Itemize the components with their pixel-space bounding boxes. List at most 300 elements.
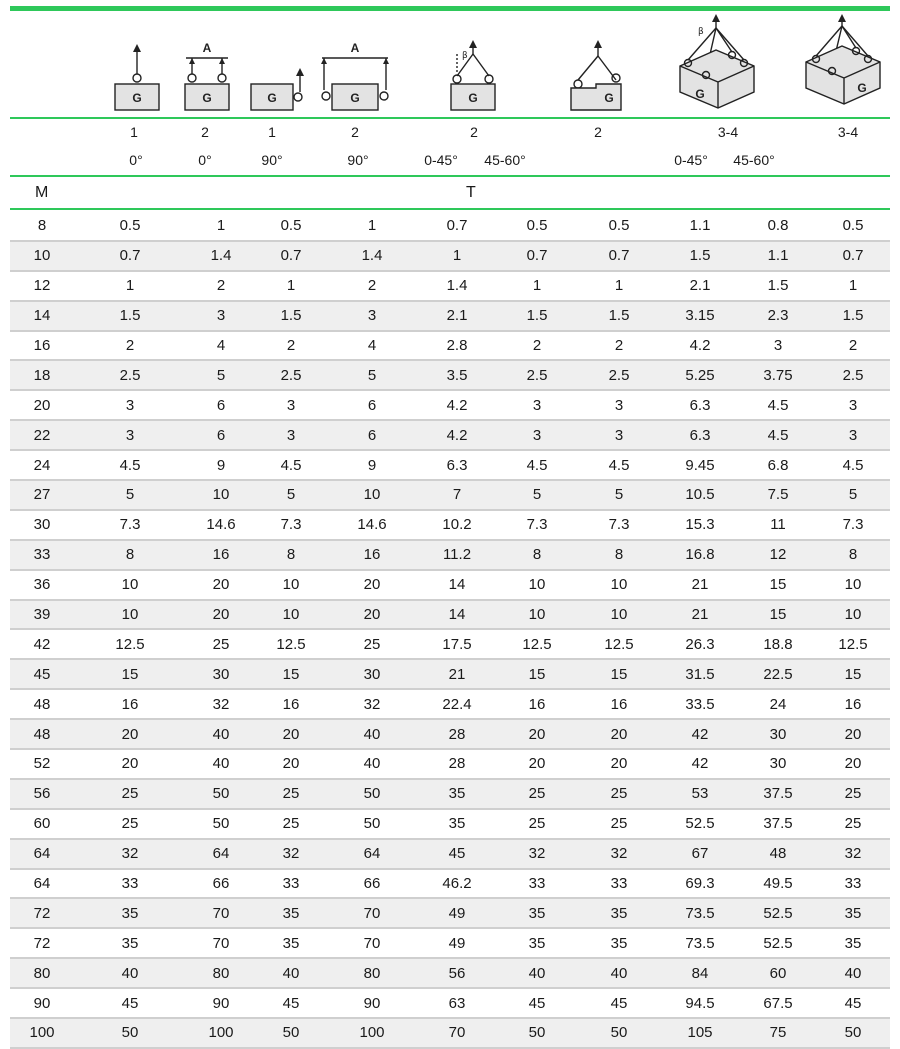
- load-cell: 35: [74, 928, 186, 958]
- double-vertical-lift-diagram: [180, 14, 234, 114]
- load-cell: 73.5: [660, 898, 740, 928]
- load-cell: 80: [186, 958, 256, 988]
- load-cell: 4.5: [74, 450, 186, 480]
- size-cell: 27: [10, 480, 74, 510]
- load-cell: 35: [578, 928, 660, 958]
- size-unit-label: M: [35, 184, 49, 201]
- load-cell: 20: [256, 749, 326, 779]
- load-cell: 5: [326, 360, 418, 390]
- load-cell: 15: [740, 600, 816, 630]
- load-cell: 8: [496, 540, 578, 570]
- load-cell: 10: [816, 600, 890, 630]
- table-row: [10, 420, 890, 450]
- load-cell: 10: [578, 600, 660, 630]
- g-label: G: [267, 91, 277, 105]
- load-cell: 100: [186, 1018, 256, 1048]
- single-side-lift-diagram: [248, 14, 306, 114]
- load-cell: 0.8: [740, 212, 816, 241]
- load-cell: 10: [256, 600, 326, 630]
- load-cell: 0.5: [256, 212, 326, 241]
- load-cell: 25: [496, 809, 578, 839]
- angle-label: 90°: [261, 152, 283, 168]
- load-cell: 6: [186, 390, 256, 420]
- load-cell: 1.5: [740, 271, 816, 301]
- table-row: [10, 779, 890, 809]
- load-cell: 49: [418, 898, 496, 928]
- size-cell: 100: [10, 1018, 74, 1048]
- load-cell: 35: [496, 928, 578, 958]
- top-accent-bar: [10, 6, 890, 11]
- load-cell: 6.3: [418, 450, 496, 480]
- load-cell: 73.5: [660, 928, 740, 958]
- legs-header-row: [0, 118, 900, 146]
- load-cell: 25: [816, 779, 890, 809]
- load-cell: 45: [74, 988, 186, 1018]
- size-cell: 39: [10, 600, 74, 630]
- load-cell: 1.4: [186, 241, 256, 271]
- table-row: [10, 809, 890, 839]
- load-cell: 52.5: [740, 928, 816, 958]
- size-cell: 48: [10, 719, 74, 749]
- load-cell: 67: [660, 839, 740, 869]
- load-cell: 25: [186, 629, 256, 659]
- four-leg-box-lift-diagram-angled: [672, 14, 760, 114]
- load-cell: 64: [326, 839, 418, 869]
- table-row: [10, 301, 890, 331]
- load-cell: 28: [418, 719, 496, 749]
- load-cell: 10.2: [418, 510, 496, 540]
- angle-label: 0°: [198, 152, 212, 168]
- table-row: [10, 510, 890, 540]
- load-cell: 5: [816, 480, 890, 510]
- load-cell: 32: [578, 839, 660, 869]
- table-row: [10, 898, 890, 928]
- size-cell: 16: [10, 331, 74, 361]
- two-leg-stepped-lift-diagram: [568, 14, 626, 114]
- load-cell: 6.3: [660, 390, 740, 420]
- load-cell: 3.5: [418, 360, 496, 390]
- angle-label: 45-60°: [484, 152, 526, 168]
- load-cell: 10: [326, 480, 418, 510]
- load-cell: 50: [256, 1018, 326, 1048]
- load-cell: 2.1: [418, 301, 496, 331]
- load-cell: 10.5: [660, 480, 740, 510]
- load-cell: 100: [326, 1018, 418, 1048]
- load-cell: 17.5: [418, 629, 496, 659]
- load-cell: 6: [326, 420, 418, 450]
- g-label: G: [468, 91, 478, 105]
- load-cell: 37.5: [740, 779, 816, 809]
- load-cell: 20: [186, 600, 256, 630]
- load-cell: 1: [418, 241, 496, 271]
- load-cell: 70: [326, 928, 418, 958]
- load-cell: 33: [256, 869, 326, 899]
- load-cell: 25: [578, 809, 660, 839]
- angle-label: 45-60°: [733, 152, 775, 168]
- load-cell: 14: [418, 600, 496, 630]
- size-cell: 45: [10, 659, 74, 689]
- g-label: G: [202, 91, 212, 105]
- legs-label: 2: [470, 124, 478, 140]
- load-cell: 40: [578, 958, 660, 988]
- size-cell: 33: [10, 540, 74, 570]
- load-cell: 35: [816, 898, 890, 928]
- size-cell: 90: [10, 988, 74, 1018]
- load-cell: 26.3: [660, 629, 740, 659]
- load-cell: 10: [74, 570, 186, 600]
- load-cell: 2: [816, 331, 890, 361]
- table-row: [10, 241, 890, 271]
- load-cell: 33: [74, 869, 186, 899]
- load-cell: 60: [740, 958, 816, 988]
- load-cell: 2.3: [740, 301, 816, 331]
- load-cell: 31.5: [660, 659, 740, 689]
- load-cell: 5: [186, 360, 256, 390]
- load-cell: 1: [496, 271, 578, 301]
- load-cell: 16: [578, 689, 660, 719]
- load-cell: 2.5: [816, 360, 890, 390]
- load-cell: 15.3: [660, 510, 740, 540]
- load-cell: 7.3: [496, 510, 578, 540]
- load-cell: 32: [186, 689, 256, 719]
- load-cell: 70: [418, 1018, 496, 1048]
- load-cell: 3.75: [740, 360, 816, 390]
- table-row: [10, 749, 890, 779]
- size-cell: 18: [10, 360, 74, 390]
- load-cell: 0.7: [418, 212, 496, 241]
- load-cell: 16: [74, 689, 186, 719]
- load-cell: 4.5: [740, 420, 816, 450]
- load-cell: 16.8: [660, 540, 740, 570]
- table-row: [10, 1018, 890, 1048]
- load-cell: 25: [496, 779, 578, 809]
- load-cell: 21: [660, 600, 740, 630]
- load-cell: 10: [256, 570, 326, 600]
- legs-label: 3-4: [717, 124, 739, 140]
- load-cell: 9: [186, 450, 256, 480]
- load-cell: 37.5: [740, 809, 816, 839]
- size-cell: 64: [10, 839, 74, 869]
- load-cell: 20: [816, 719, 890, 749]
- lifting-diagrams: [0, 14, 900, 114]
- table-row: [10, 390, 890, 420]
- load-cell: 3: [578, 390, 660, 420]
- load-cell: 15: [74, 659, 186, 689]
- load-cell: 35: [418, 809, 496, 839]
- load-cell: 25: [74, 809, 186, 839]
- load-cell: 3: [74, 390, 186, 420]
- size-cell: 42: [10, 629, 74, 659]
- load-cell: 0.5: [578, 212, 660, 241]
- load-cell: 25: [74, 779, 186, 809]
- load-cell: 7.3: [816, 510, 890, 540]
- load-cell: 33: [496, 869, 578, 899]
- load-cell: 3: [578, 420, 660, 450]
- load-cell: 1.1: [740, 241, 816, 271]
- load-cell: 11.2: [418, 540, 496, 570]
- load-cell: 6: [326, 390, 418, 420]
- load-cell: 0.7: [496, 241, 578, 271]
- load-cell: 4.5: [496, 450, 578, 480]
- g-label: G: [695, 87, 705, 101]
- load-cell: 2.5: [496, 360, 578, 390]
- size-cell: 52: [10, 749, 74, 779]
- load-cell: 80: [326, 958, 418, 988]
- load-cell: 3: [326, 301, 418, 331]
- angle-label: 0-45°: [674, 152, 708, 168]
- load-cell: 35: [496, 898, 578, 928]
- load-capacity-table: [10, 212, 890, 1049]
- load-cell: 49.5: [740, 869, 816, 899]
- load-cell: 10: [496, 600, 578, 630]
- load-cell: 6.3: [660, 420, 740, 450]
- load-cell: 50: [496, 1018, 578, 1048]
- load-cell: 3: [256, 420, 326, 450]
- load-cell: 25: [326, 629, 418, 659]
- load-cell: 33: [816, 869, 890, 899]
- load-cell: 1: [326, 212, 418, 241]
- unit-header-row: [0, 178, 900, 208]
- load-cell: 2.5: [256, 360, 326, 390]
- load-cell: 3: [186, 301, 256, 331]
- load-cell: 53: [660, 779, 740, 809]
- load-cell: 49: [418, 928, 496, 958]
- load-cell: 69.3: [660, 869, 740, 899]
- legs-label: 2: [201, 124, 209, 140]
- load-cell: 3: [816, 390, 890, 420]
- load-cell: 3: [74, 420, 186, 450]
- load-cell: 35: [256, 928, 326, 958]
- load-cell: 4.2: [660, 331, 740, 361]
- load-cell: 0.5: [74, 212, 186, 241]
- load-cell: 7.3: [578, 510, 660, 540]
- size-cell: 20: [10, 390, 74, 420]
- load-cell: 50: [326, 779, 418, 809]
- load-cell: 2: [256, 331, 326, 361]
- load-cell: 48: [740, 839, 816, 869]
- table-row: [10, 689, 890, 719]
- load-cell: 90: [326, 988, 418, 1018]
- table-row: [10, 869, 890, 899]
- load-cell: 35: [74, 898, 186, 928]
- size-cell: 72: [10, 898, 74, 928]
- angle-label: 0-45°: [424, 152, 458, 168]
- size-cell: 24: [10, 450, 74, 480]
- load-cell: 7.3: [74, 510, 186, 540]
- table-row: [10, 928, 890, 958]
- legs-label: 2: [594, 124, 602, 140]
- table-row: [10, 480, 890, 510]
- load-cell: 1: [256, 271, 326, 301]
- load-cell: 16: [256, 689, 326, 719]
- load-cell: 33: [578, 869, 660, 899]
- load-cell: 4: [186, 331, 256, 361]
- table-row: [10, 958, 890, 988]
- load-cell: 2.5: [578, 360, 660, 390]
- load-cell: 35: [816, 928, 890, 958]
- load-cell: 30: [326, 659, 418, 689]
- load-cell: 70: [186, 928, 256, 958]
- double-side-lift-diagram: [318, 14, 392, 114]
- load-cell: 4.5: [740, 390, 816, 420]
- table-row: [10, 659, 890, 689]
- load-cell: 3: [256, 390, 326, 420]
- legs-label: 3-4: [837, 124, 859, 140]
- legs-label: 1: [268, 124, 276, 140]
- load-cell: 3: [816, 420, 890, 450]
- load-cell: 2: [74, 331, 186, 361]
- size-cell: 80: [10, 958, 74, 988]
- size-cell: 56: [10, 779, 74, 809]
- load-cell: 25: [256, 809, 326, 839]
- load-cell: 15: [578, 659, 660, 689]
- table-row: [10, 212, 890, 241]
- g-label: G: [132, 91, 142, 105]
- load-cell: 5: [74, 480, 186, 510]
- table-row: [10, 988, 890, 1018]
- header-divider: [10, 208, 890, 210]
- size-cell: 64: [10, 869, 74, 899]
- load-cell: 12.5: [74, 629, 186, 659]
- load-cell: 1: [578, 271, 660, 301]
- load-cell: 8: [74, 540, 186, 570]
- load-cell: 46.2: [418, 869, 496, 899]
- load-cell: 15: [740, 570, 816, 600]
- load-cell: 22.5: [740, 659, 816, 689]
- load-cell: 35: [418, 779, 496, 809]
- load-cell: 4.5: [578, 450, 660, 480]
- load-cell: 40: [326, 749, 418, 779]
- load-cell: 1.4: [418, 271, 496, 301]
- load-cell: 15: [496, 659, 578, 689]
- load-cell: 32: [816, 839, 890, 869]
- size-cell: 60: [10, 809, 74, 839]
- load-cell: 32: [326, 689, 418, 719]
- load-cell: 1.5: [816, 301, 890, 331]
- load-cell: 21: [418, 659, 496, 689]
- load-cell: 2: [496, 331, 578, 361]
- load-cell: 3: [496, 420, 578, 450]
- load-cell: 2.1: [660, 271, 740, 301]
- load-cell: 1.1: [660, 212, 740, 241]
- table-row: [10, 839, 890, 869]
- load-cell: 16: [496, 689, 578, 719]
- load-cell: 6.8: [740, 450, 816, 480]
- load-cell: 84: [660, 958, 740, 988]
- size-cell: 48: [10, 689, 74, 719]
- a-label: A: [350, 41, 360, 55]
- load-cell: 0.7: [256, 241, 326, 271]
- size-cell: 22: [10, 420, 74, 450]
- load-cell: 10: [816, 570, 890, 600]
- g-label: G: [857, 81, 867, 95]
- g-label: G: [350, 91, 360, 105]
- angle-header-row: [0, 146, 900, 174]
- load-cell: 4.5: [816, 450, 890, 480]
- load-cell: 4.2: [418, 420, 496, 450]
- load-cell: 16: [326, 540, 418, 570]
- two-leg-angled-lift-diagram: [446, 14, 500, 114]
- g-label: G: [604, 91, 614, 105]
- load-cell: 2.5: [74, 360, 186, 390]
- load-cell: 12.5: [256, 629, 326, 659]
- load-cell: 42: [660, 749, 740, 779]
- load-cell: 1.5: [578, 301, 660, 331]
- load-cell: 63: [418, 988, 496, 1018]
- load-unit-label: T: [466, 184, 476, 201]
- load-cell: 14: [418, 570, 496, 600]
- load-cell: 40: [496, 958, 578, 988]
- load-cell: 20: [496, 749, 578, 779]
- load-cell: 12: [740, 540, 816, 570]
- load-cell: 8: [578, 540, 660, 570]
- size-cell: 14: [10, 301, 74, 331]
- load-cell: 2: [578, 331, 660, 361]
- load-cell: 0.5: [496, 212, 578, 241]
- load-cell: 30: [740, 749, 816, 779]
- load-cell: 4.5: [256, 450, 326, 480]
- load-cell: 0.7: [816, 241, 890, 271]
- load-cell: 28: [418, 749, 496, 779]
- load-cell: 40: [326, 719, 418, 749]
- load-cell: 3.15: [660, 301, 740, 331]
- load-cell: 20: [578, 749, 660, 779]
- load-cell: 20: [816, 749, 890, 779]
- load-cell: 35: [578, 898, 660, 928]
- load-cell: 56: [418, 958, 496, 988]
- load-cell: 5: [496, 480, 578, 510]
- table-row: [10, 540, 890, 570]
- load-cell: 20: [74, 749, 186, 779]
- load-cell: 52.5: [660, 809, 740, 839]
- load-cell: 16: [186, 540, 256, 570]
- load-cell: 67.5: [740, 988, 816, 1018]
- load-cell: 45: [578, 988, 660, 1018]
- load-cell: 0.5: [816, 212, 890, 241]
- load-cell: 20: [256, 719, 326, 749]
- load-cell: 1.5: [256, 301, 326, 331]
- single-vertical-lift-diagram: [112, 14, 162, 114]
- load-cell: 7: [418, 480, 496, 510]
- load-cell: 22.4: [418, 689, 496, 719]
- table-row: [10, 600, 890, 630]
- load-cell: 20: [326, 600, 418, 630]
- table-row: [10, 719, 890, 749]
- load-cell: 14.6: [326, 510, 418, 540]
- load-cell: 66: [326, 869, 418, 899]
- load-cell: 45: [418, 839, 496, 869]
- load-cell: 8: [816, 540, 890, 570]
- load-cell: 35: [256, 898, 326, 928]
- load-cell: 50: [186, 809, 256, 839]
- load-cell: 0.7: [578, 241, 660, 271]
- load-cell: 1.5: [660, 241, 740, 271]
- header-divider: [10, 175, 890, 177]
- load-cell: 10: [578, 570, 660, 600]
- load-cell: 40: [186, 749, 256, 779]
- load-cell: 45: [816, 988, 890, 1018]
- load-cell: 25: [256, 779, 326, 809]
- size-cell: 72: [10, 928, 74, 958]
- load-cell: 20: [186, 570, 256, 600]
- load-cell: 1: [816, 271, 890, 301]
- load-cell: 50: [326, 809, 418, 839]
- load-cell: 30: [186, 659, 256, 689]
- load-cell: 7.5: [740, 480, 816, 510]
- load-cell: 15: [256, 659, 326, 689]
- load-cell: 12.5: [816, 629, 890, 659]
- load-cell: 45: [256, 988, 326, 1018]
